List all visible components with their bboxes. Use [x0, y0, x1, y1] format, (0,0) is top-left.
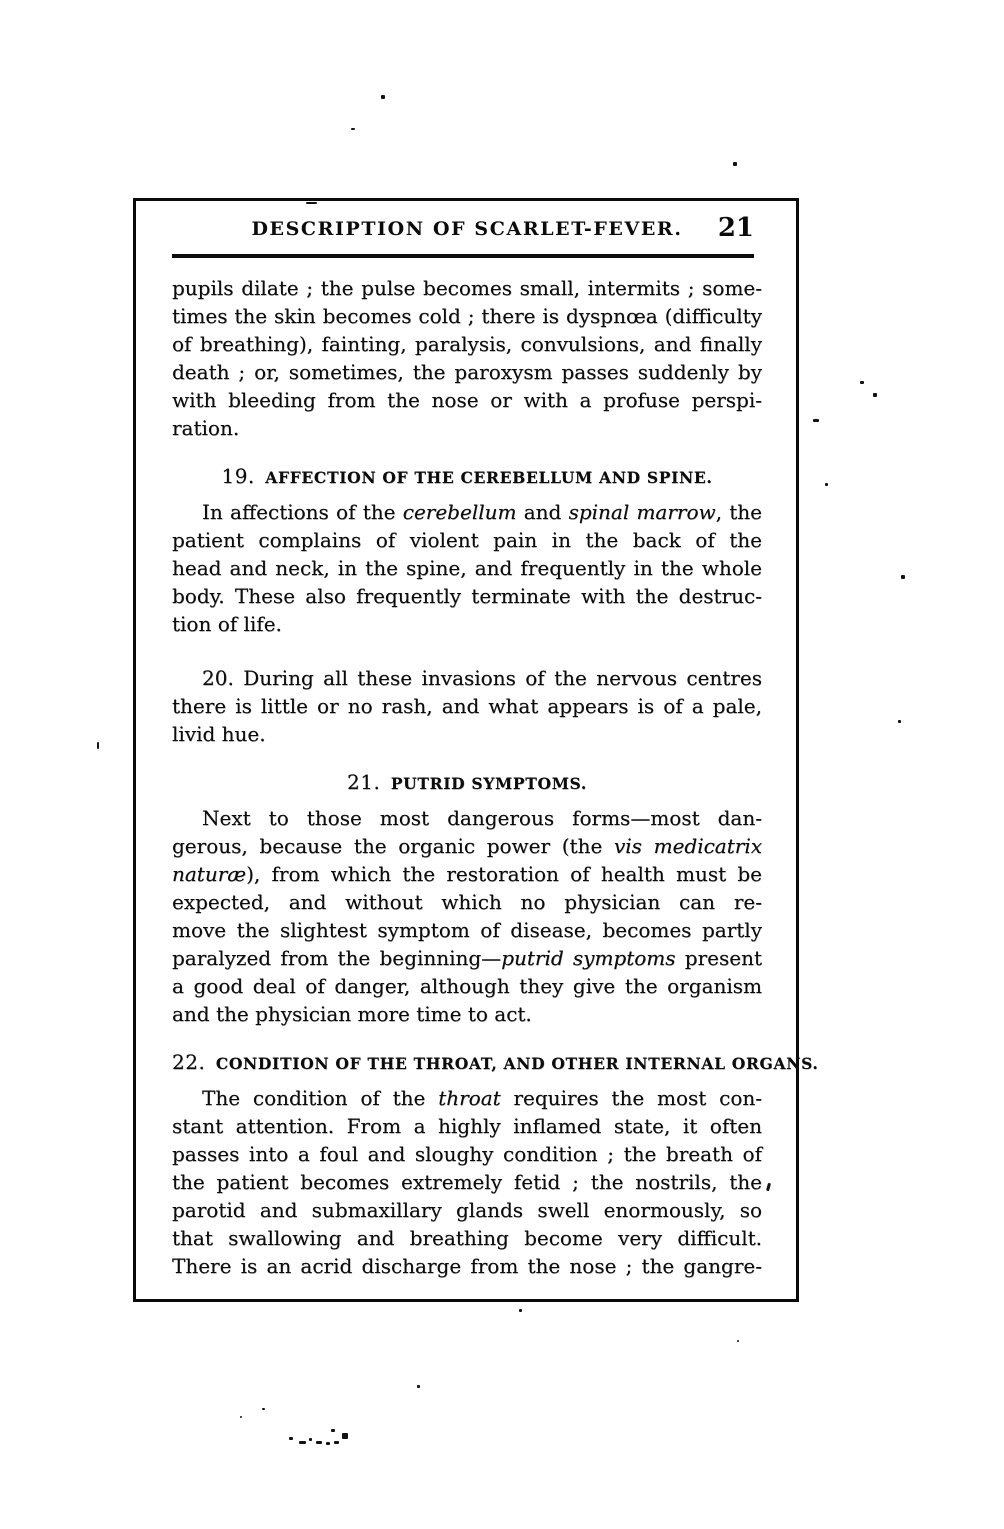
- scan-speck: [97, 742, 99, 749]
- scan-speck: [860, 381, 864, 384]
- scan-speck: [326, 1442, 330, 1445]
- scan-speck: [306, 202, 317, 204]
- running-title: DESCRIPTION OF SCARLET-FEVER.: [251, 218, 683, 240]
- paragraph: [172, 804, 762, 1028]
- text-line: [172, 610, 762, 638]
- scan-speck: [873, 393, 877, 397]
- section-heading: [172, 462, 762, 492]
- text-segment: livid hue.: [172, 722, 266, 746]
- italic-text: cerebellum: [402, 500, 517, 524]
- text-line: [172, 526, 762, 554]
- italic-text: vis medicatrix: [613, 834, 763, 858]
- paragraph: [172, 274, 762, 442]
- text-line: [172, 804, 762, 832]
- text-line: [172, 1084, 762, 1112]
- text-line: [172, 1168, 762, 1196]
- text-line: [172, 302, 762, 330]
- scan-speck: [351, 128, 355, 130]
- scan-speck: [901, 575, 905, 579]
- text-segment: In affections of the: [202, 500, 403, 524]
- text-blocks: [172, 274, 819, 1280]
- text-segment: body. These also frequently terminate with the destruc-: [172, 584, 762, 608]
- page-frame: [133, 198, 819, 1302]
- text-segment: and: [516, 500, 569, 524]
- section-number: 21.: [347, 770, 391, 794]
- text-segment: of breathing), fainting, paralysis, convulsions, and finally: [172, 332, 762, 356]
- text-segment: expected, and without which no physician can re-: [172, 890, 762, 914]
- header-rule: [172, 254, 754, 258]
- text-segment: paralyzed from the beginning—: [172, 946, 502, 970]
- paragraph: [172, 664, 762, 748]
- text-segment: patient complains of violent pain in the back of the: [172, 528, 762, 552]
- text-line: [172, 1196, 762, 1224]
- scan-speck: [733, 162, 737, 166]
- text-segment: move the slightest symptom of disease, becomes partly: [172, 918, 762, 942]
- scan-speck: [813, 419, 819, 422]
- scan-speck: [331, 1429, 335, 1432]
- text-line: [172, 330, 762, 358]
- scan-speck: [825, 483, 828, 486]
- text-segment: There is an acrid discharge from the nose ; the gangre-: [172, 1254, 762, 1278]
- scan-speck: [316, 1441, 322, 1444]
- text-line: [172, 888, 762, 916]
- text-line: [172, 720, 762, 748]
- scan-speck: [309, 1438, 312, 1441]
- page-number: 21: [717, 213, 754, 243]
- text-segment: that swallowing and breathing become very difficult.: [172, 1226, 762, 1250]
- section-title: AFFECTION OF THE CEREBELLUM AND SPINE.: [265, 468, 713, 487]
- text-segment: stant attention. From a highly inflamed state, it often: [172, 1114, 762, 1138]
- italic-text: spinal marrow: [568, 500, 716, 524]
- text-line: [172, 386, 762, 414]
- text-line: [172, 832, 762, 860]
- text-line: [172, 664, 762, 692]
- scan-speck: [737, 1340, 739, 1342]
- italic-text: throat: [438, 1086, 501, 1110]
- text-line: [172, 916, 762, 944]
- text-line: [172, 1000, 762, 1028]
- text-segment: Next to those most dangerous forms—most dan-: [202, 806, 762, 830]
- text-segment: a good deal of danger, although they give the organism: [172, 974, 762, 998]
- section-number: 22.: [172, 1050, 216, 1074]
- text-line: [172, 358, 762, 386]
- text-segment: with bleeding from the nose or with a profuse perspi-: [172, 388, 762, 412]
- text-line: [172, 860, 762, 888]
- paragraph: [172, 1084, 762, 1280]
- text-segment: times the skin becomes cold ; there is dyspnœa (difficulty: [172, 304, 762, 328]
- scan-speck: [289, 1437, 293, 1440]
- scan-speck: [417, 1385, 420, 1388]
- section-number: 19.: [221, 464, 266, 488]
- text-segment: ration.: [172, 416, 240, 440]
- text-segment: there is little or no rash, and what appears is of a pale,: [172, 694, 762, 718]
- text-line: [172, 554, 762, 582]
- page-header: [172, 213, 762, 245]
- text-line: [172, 972, 762, 1000]
- scan-speck: [262, 1408, 265, 1410]
- section-heading: [172, 768, 762, 798]
- text-segment: death ; or, sometimes, the paroxysm passes suddenly by: [172, 360, 762, 384]
- section-title: CONDITION OF THE THROAT, AND OTHER INTERNAL ORGANS.: [215, 1054, 819, 1073]
- italic-text: putrid symptoms: [501, 946, 676, 970]
- text-line: [172, 692, 762, 720]
- page-body: [136, 201, 819, 1280]
- scan-speck: [334, 1441, 339, 1444]
- section-title: PUTRID SYMPTOMS.: [390, 774, 587, 793]
- text-line: [172, 582, 762, 610]
- text-segment: tion of life.: [172, 612, 282, 636]
- text-line: [172, 1224, 762, 1252]
- text-line: [172, 944, 762, 972]
- text-segment: ), from which the restoration of health must be: [246, 862, 762, 886]
- scan-speck: [299, 1441, 306, 1444]
- text-segment: passes into a foul and sloughy condition ; the breath of: [172, 1142, 762, 1166]
- scan-speck: [381, 95, 385, 99]
- text-segment: pupils dilate ; the pulse becomes small, intermits ; some-: [172, 276, 762, 300]
- text-segment: requires the most con-: [500, 1086, 762, 1110]
- text-line: [172, 1140, 762, 1168]
- scan-speck: [519, 1309, 522, 1312]
- text-segment: The condition of the: [202, 1086, 439, 1110]
- text-segment: and the physician more time to act.: [172, 1002, 532, 1026]
- text-segment: 20. During all these invasions of the nervous centres: [202, 666, 762, 690]
- scan-speck: [898, 720, 901, 723]
- text-segment: gerous, because the organic power (the: [172, 834, 614, 858]
- scan-speck: [342, 1433, 348, 1439]
- text-line: [172, 414, 762, 442]
- text-line: [172, 498, 762, 526]
- text-segment: the patient becomes extremely fetid ; the nostrils, the: [172, 1170, 762, 1194]
- text-segment: head and neck, in the spine, and frequently in the whole: [172, 556, 762, 580]
- text-segment: , the: [715, 500, 762, 524]
- italic-text: naturæ: [172, 862, 247, 886]
- section-heading: [172, 1048, 819, 1078]
- text-line: [172, 274, 762, 302]
- text-line: [172, 1112, 762, 1140]
- text-segment: present: [675, 946, 762, 970]
- scan-speck: [240, 1416, 242, 1418]
- text-segment: parotid and submaxillary glands swell enormously, so: [172, 1198, 762, 1222]
- paragraph: [172, 498, 762, 638]
- text-line: [172, 1252, 762, 1280]
